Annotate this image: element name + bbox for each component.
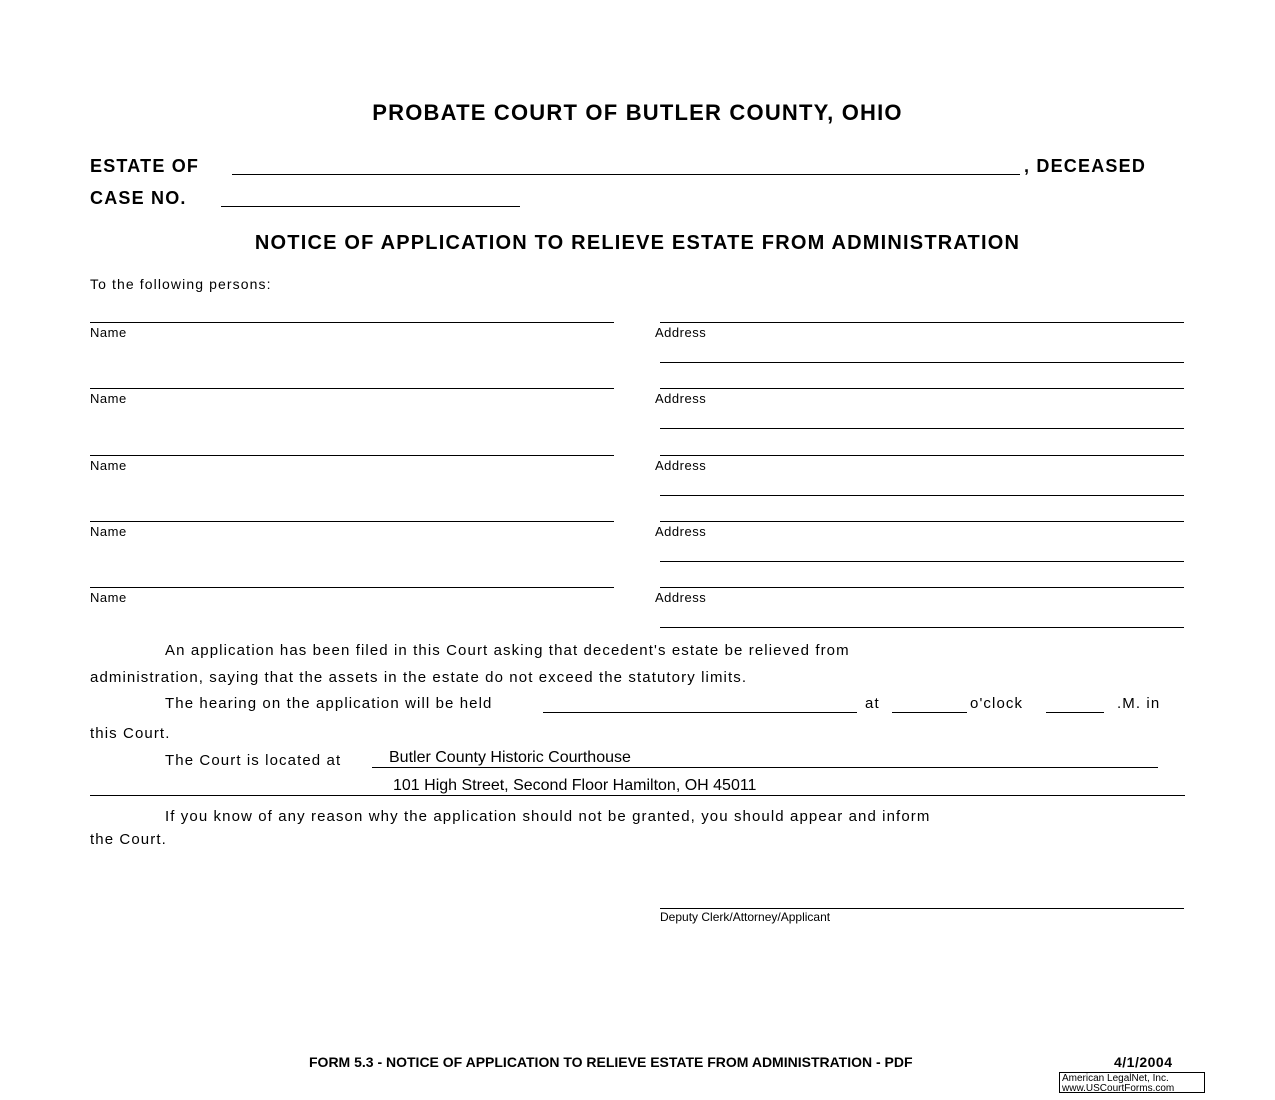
estate-name-field[interactable] bbox=[232, 174, 1020, 175]
name-field-1[interactable] bbox=[90, 322, 614, 323]
address-field-4-line-1[interactable] bbox=[660, 521, 1184, 522]
deceased-label: , DECEASED bbox=[1024, 156, 1147, 176]
hearing-date-field[interactable] bbox=[543, 712, 857, 713]
paragraph-1-line-1: An application has been filed in this Court asking that decedent's estate be relieved from bbox=[165, 642, 850, 659]
am-pm-field[interactable] bbox=[1046, 712, 1104, 713]
pm-label: .M. in bbox=[1117, 695, 1161, 712]
address-field-3-line-2[interactable] bbox=[660, 495, 1184, 496]
address-field-2-line-2[interactable] bbox=[660, 428, 1184, 429]
name-field-5[interactable] bbox=[90, 587, 614, 588]
located-text: The Court is located at bbox=[165, 752, 342, 769]
signature-line[interactable] bbox=[660, 908, 1184, 909]
address-field-3-line-1[interactable] bbox=[660, 455, 1184, 456]
name-label: Name bbox=[90, 391, 127, 406]
oclock-label: o'clock bbox=[970, 695, 1024, 712]
estate-of-label: ESTATE OF bbox=[90, 156, 200, 176]
hearing-time-field[interactable] bbox=[892, 712, 967, 713]
footer-date: 4/1/2004 bbox=[1114, 1054, 1173, 1070]
name-label: Name bbox=[90, 458, 127, 473]
name-field-4[interactable] bbox=[90, 521, 614, 522]
notice-title: NOTICE OF APPLICATION TO RELIEVE ESTATE FROM ADMINISTRATION bbox=[254, 232, 1021, 254]
name-field-2[interactable] bbox=[90, 388, 614, 389]
name-label: Name bbox=[90, 325, 127, 340]
name-label: Name bbox=[90, 590, 127, 605]
stamp-line-1: American LegalNet, Inc. bbox=[1062, 1073, 1169, 1084]
publisher-stamp bbox=[1059, 1072, 1205, 1093]
hearing-text: The hearing on the application will be held bbox=[165, 695, 493, 712]
name-field-3[interactable] bbox=[90, 455, 614, 456]
stamp-line-2: www.USCourtForms.com bbox=[1062, 1083, 1175, 1094]
address-label: Address bbox=[655, 391, 707, 406]
court-location-line-1: Butler County Historic Courthouse bbox=[389, 749, 631, 766]
address-label: Address bbox=[655, 325, 707, 340]
address-field-4-line-2[interactable] bbox=[660, 561, 1184, 562]
at-label: at bbox=[865, 695, 880, 712]
to-persons-text: To the following persons: bbox=[90, 276, 272, 292]
address-field-2-line-1[interactable] bbox=[660, 388, 1184, 389]
court-location-field-2[interactable] bbox=[90, 795, 1185, 796]
paragraph-3-line-2: the Court. bbox=[90, 831, 167, 848]
this-court-text: this Court. bbox=[90, 725, 171, 742]
address-field-1-line-2[interactable] bbox=[660, 362, 1184, 363]
case-no-label: CASE NO. bbox=[90, 188, 187, 208]
court-location-field-1[interactable] bbox=[372, 767, 1158, 768]
footer-form-title: FORM 5.3 - NOTICE OF APPLICATION TO RELIEVE ESTATE FROM ADMINISTRATION - PDF bbox=[309, 1054, 913, 1070]
address-label: Address bbox=[655, 590, 707, 605]
address-field-1-line-1[interactable] bbox=[660, 322, 1184, 323]
address-field-5-line-2[interactable] bbox=[660, 627, 1184, 628]
address-field-5-line-1[interactable] bbox=[660, 587, 1184, 588]
address-label: Address bbox=[655, 458, 707, 473]
address-label: Address bbox=[655, 524, 707, 539]
court-title: PROBATE COURT OF BUTLER COUNTY, OHIO bbox=[372, 100, 903, 125]
paragraph-3-line-1: If you know of any reason why the application should not be granted, you should appear and inform bbox=[165, 808, 931, 825]
case-no-field[interactable] bbox=[221, 206, 520, 207]
signature-label: Deputy Clerk/Attorney/Applicant bbox=[660, 910, 831, 924]
name-label: Name bbox=[90, 524, 127, 539]
paragraph-1-line-2: administration, saying that the assets in the estate do not exceed the statutory limits. bbox=[90, 669, 748, 686]
court-location-line-2: 101 High Street, Second Floor Hamilton, OH 45011 bbox=[393, 777, 757, 794]
